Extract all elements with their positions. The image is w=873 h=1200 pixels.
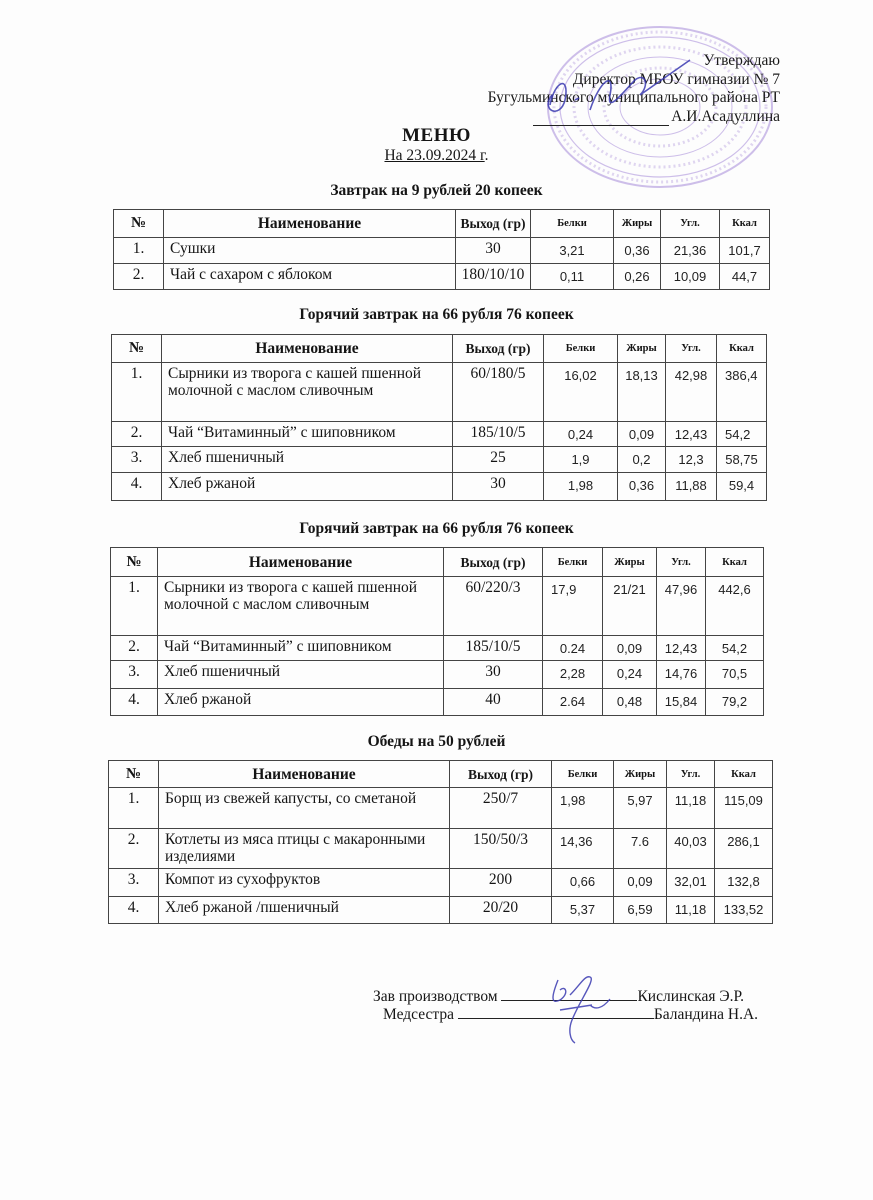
dish-protein: 0.24 — [543, 636, 603, 661]
dish-fat: 0,09 — [618, 422, 666, 447]
dish-fat: 0,26 — [614, 264, 661, 290]
header-fat: Жиры — [603, 548, 657, 577]
dish-name: Хлеб ржаной — [158, 689, 444, 716]
dish-carbs: 42,98 — [666, 363, 717, 422]
dish-kcal: 386,4 — [717, 363, 767, 422]
dish-kcal: 54,2 — [717, 422, 767, 447]
header-name: Наименование — [164, 210, 456, 238]
header-kcal: Ккал — [720, 210, 770, 238]
dish-name: Чай “Витаминный” с шиповником — [162, 422, 453, 447]
dish-output: 30 — [456, 238, 531, 264]
dish-fat: 21/21 — [603, 577, 657, 636]
row-number: 1. — [109, 788, 159, 829]
dish-carbs: 11,18 — [667, 897, 715, 924]
dish-carbs: 14,76 — [657, 661, 706, 689]
table-row — [109, 869, 773, 897]
header-fat: Жиры — [614, 761, 667, 788]
table-row — [114, 238, 770, 264]
header-output: Выход (гр) — [450, 761, 552, 788]
table-row — [111, 636, 764, 661]
dish-fat: 0,2 — [618, 447, 666, 473]
dish-name: Сырники из творога с кашей пшенной молочной с маслом сливочным — [158, 577, 444, 636]
dish-carbs: 10,09 — [661, 264, 720, 290]
dish-fat: 0,09 — [603, 636, 657, 661]
dish-output: 250/7 — [450, 788, 552, 829]
table-row — [111, 577, 764, 636]
menu-table-breakfast — [113, 209, 770, 290]
row-number: 4. — [111, 689, 158, 716]
dish-kcal: 70,5 — [706, 661, 764, 689]
table-row — [114, 264, 770, 290]
name-production-manager: Кислинская Э.Р. — [637, 988, 745, 1005]
dish-fat: 0,24 — [603, 661, 657, 689]
section-title-breakfast: Завтрак на 9 рублей 20 копеек — [330, 182, 543, 199]
header-protein: Белки — [552, 761, 614, 788]
section-title-hot-breakfast-2: Горячий завтрак на 66 рубля 76 копеек — [299, 520, 574, 537]
dish-carbs: 32,01 — [667, 869, 715, 897]
dish-protein: 2.64 — [543, 689, 603, 716]
header-output: Выход (гр) — [456, 210, 531, 238]
header-protein: Белки — [531, 210, 614, 238]
approval-signer-line — [488, 108, 780, 127]
header-kcal: Ккал — [706, 548, 764, 577]
signature-line — [533, 111, 669, 126]
dish-kcal: 79,2 — [706, 689, 764, 716]
table-header-row — [114, 210, 770, 238]
header-protein: Белки — [544, 335, 618, 363]
menu-table-lunch — [108, 760, 773, 924]
row-number: 2. — [114, 264, 164, 290]
dish-kcal: 115,09 — [715, 788, 773, 829]
dish-name: Компот из сухофруктов — [159, 869, 450, 897]
dish-name: Хлеб пшеничный — [158, 661, 444, 689]
row-number: 3. — [111, 661, 158, 689]
dish-carbs: 11,88 — [666, 473, 717, 501]
menu-date: На 23.09.2024 г. — [384, 147, 489, 164]
dish-protein: 0,66 — [552, 869, 614, 897]
dish-fat: 0,36 — [618, 473, 666, 501]
dish-name: Котлеты из мяса птицы с макаронными изделиями — [159, 829, 450, 869]
table-row — [109, 897, 773, 924]
dish-carbs: 40,03 — [667, 829, 715, 869]
dish-output: 40 — [444, 689, 543, 716]
dish-kcal: 286,1 — [715, 829, 773, 869]
dish-protein: 17,9 — [543, 577, 603, 636]
table-row — [112, 447, 767, 473]
header-carbs: Угл. — [666, 335, 717, 363]
row-number: 2. — [112, 422, 162, 447]
dish-name: Борщ из свежей капусты, со сметаной — [159, 788, 450, 829]
header-num: № — [112, 335, 162, 363]
table-header-row — [111, 548, 764, 577]
dish-protein: 16,02 — [544, 363, 618, 422]
dish-carbs: 11,18 — [667, 788, 715, 829]
table-header-row — [112, 335, 767, 363]
header-kcal: Ккал — [717, 335, 767, 363]
dish-carbs: 47,96 — [657, 577, 706, 636]
dish-kcal: 101,7 — [720, 238, 770, 264]
dish-protein: 0,24 — [544, 422, 618, 447]
header-name: Наименование — [162, 335, 453, 363]
dish-fat: 0,36 — [614, 238, 661, 264]
row-number: 3. — [109, 869, 159, 897]
table-header-row — [109, 761, 773, 788]
dish-kcal: 442,6 — [706, 577, 764, 636]
dish-kcal: 133,52 — [715, 897, 773, 924]
table-row — [111, 689, 764, 716]
dish-kcal: 54,2 — [706, 636, 764, 661]
dish-name: Хлеб ржаной /пшеничный — [159, 897, 450, 924]
header-num: № — [109, 761, 159, 788]
signature-line — [458, 1005, 654, 1019]
row-number: 4. — [112, 473, 162, 501]
dish-fat: 0,48 — [603, 689, 657, 716]
page-title: МЕНЮ — [402, 125, 471, 146]
dish-output: 150/50/3 — [450, 829, 552, 869]
signature-line — [501, 987, 637, 1001]
role-nurse: Медсестра — [383, 1006, 454, 1023]
approval-block — [488, 52, 780, 126]
footer-nurse — [383, 1005, 758, 1024]
dish-fat: 7.6 — [614, 829, 667, 869]
row-number: 4. — [109, 897, 159, 924]
dish-name: Чай “Витаминный” с шиповником — [158, 636, 444, 661]
row-number: 3. — [112, 447, 162, 473]
dish-name: Хлеб пшеничный — [162, 447, 453, 473]
dish-kcal: 44,7 — [720, 264, 770, 290]
role-production-manager: Зав производством — [373, 988, 498, 1005]
header-carbs: Угл. — [667, 761, 715, 788]
footer-production-manager — [373, 987, 744, 1006]
dish-output: 20/20 — [450, 897, 552, 924]
dish-protein: 1,98 — [544, 473, 618, 501]
menu-table-hot-breakfast-2 — [110, 547, 764, 716]
dish-name: Чай с сахаром с яблоком — [164, 264, 456, 290]
dish-output: 200 — [450, 869, 552, 897]
header-carbs: Угл. — [657, 548, 706, 577]
header-name: Наименование — [158, 548, 444, 577]
header-carbs: Угл. — [661, 210, 720, 238]
dish-name: Сушки — [164, 238, 456, 264]
dish-kcal: 58,75 — [717, 447, 767, 473]
dish-name: Сырники из творога с кашей пшенной молочной с маслом сливочным — [162, 363, 453, 422]
approval-signer: А.И.Асадуллина — [671, 107, 780, 125]
approval-district: Бугульминского муниципального района РТ — [487, 89, 780, 106]
header-protein: Белки — [543, 548, 603, 577]
dish-output: 30 — [444, 661, 543, 689]
header-output: Выход (гр) — [453, 335, 544, 363]
table-row — [112, 422, 767, 447]
dish-carbs: 12,43 — [666, 422, 717, 447]
row-number: 2. — [109, 829, 159, 869]
row-number: 1. — [114, 238, 164, 264]
header-fat: Жиры — [614, 210, 661, 238]
dish-carbs: 21,36 — [661, 238, 720, 264]
table-row — [112, 473, 767, 501]
dish-fat: 6,59 — [614, 897, 667, 924]
dish-fat: 18,13 — [618, 363, 666, 422]
dish-protein: 3,21 — [531, 238, 614, 264]
section-title-lunch: Обеды на 50 рублей — [367, 733, 506, 750]
dish-protein: 14,36 — [552, 829, 614, 869]
dish-output: 185/10/5 — [444, 636, 543, 661]
dish-protein: 2,28 — [543, 661, 603, 689]
dish-carbs: 12,3 — [666, 447, 717, 473]
dish-kcal: 132,8 — [715, 869, 773, 897]
row-number: 1. — [111, 577, 158, 636]
dish-output: 60/220/3 — [444, 577, 543, 636]
dish-output: 185/10/5 — [453, 422, 544, 447]
approval-heading: Утверждаю — [703, 52, 780, 69]
dish-protein: 1,98 — [552, 788, 614, 829]
row-number: 2. — [111, 636, 158, 661]
dish-protein: 0,11 — [531, 264, 614, 290]
header-name: Наименование — [159, 761, 450, 788]
section-title-hot-breakfast-1: Горячий завтрак на 66 рубля 76 копеек — [299, 306, 574, 323]
dish-output: 60/180/5 — [453, 363, 544, 422]
name-nurse: Баландина Н.А. — [653, 1006, 759, 1023]
dish-fat: 0,09 — [614, 869, 667, 897]
dish-name: Хлеб ржаной — [162, 473, 453, 501]
dish-fat: 5,97 — [614, 788, 667, 829]
menu-table-hot-breakfast-1 — [111, 334, 767, 501]
table-row — [111, 661, 764, 689]
header-num: № — [114, 210, 164, 238]
header-fat: Жиры — [618, 335, 666, 363]
header-kcal: Ккал — [715, 761, 773, 788]
dish-carbs: 15,84 — [657, 689, 706, 716]
dish-kcal: 59,4 — [717, 473, 767, 501]
dish-protein: 5,37 — [552, 897, 614, 924]
dish-output: 30 — [453, 473, 544, 501]
dish-protein: 1,9 — [544, 447, 618, 473]
row-number: 1. — [112, 363, 162, 422]
header-num: № — [111, 548, 158, 577]
header-output: Выход (гр) — [444, 548, 543, 577]
table-row — [109, 829, 773, 869]
dish-output: 180/10/10 — [456, 264, 531, 290]
dish-output: 25 — [453, 447, 544, 473]
table-row — [109, 788, 773, 829]
table-row — [112, 363, 767, 422]
approval-position: Директор МБОУ гимназии № 7 — [572, 70, 780, 88]
dish-carbs: 12,43 — [657, 636, 706, 661]
